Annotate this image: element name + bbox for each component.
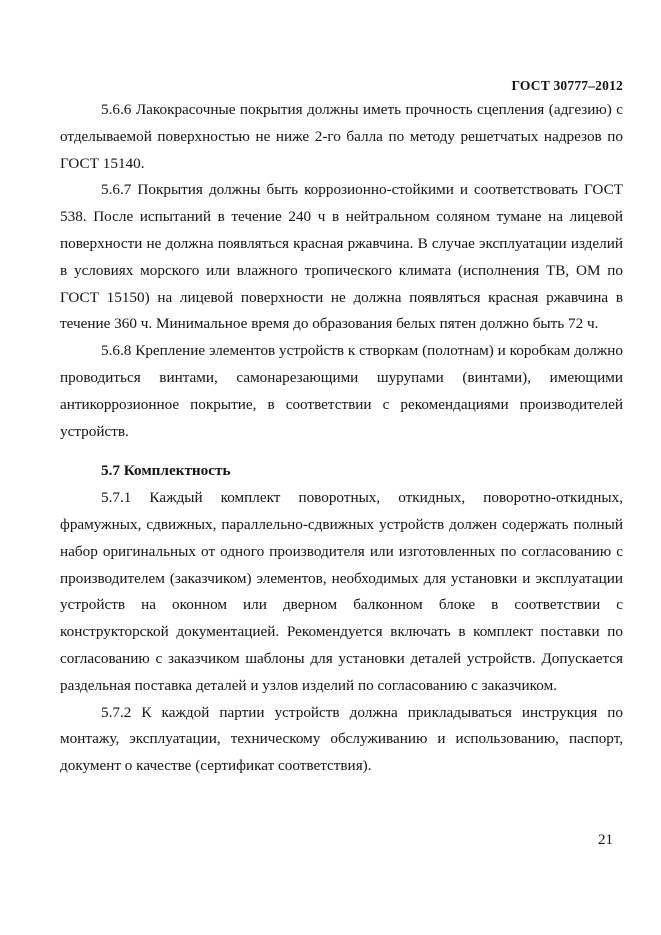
section-heading-5-7: 5.7 Комплектность	[101, 462, 231, 480]
paragraph-5-7-2: 5.7.2 К каждой партии устройств должна прикладываться инструкция по монтажу, эксплуатации, техническому обслуживанию и использованию, паспорт, документ о качестве (сертификат соответствия).	[60, 703, 623, 775]
document-code-header: ГОСТ 30777–2012	[511, 78, 623, 93]
page-number: 21	[598, 832, 613, 848]
document-body	[60, 97, 623, 780]
paragraph-5-7-1: 5.7.1 Каждый комплект поворотных, откидных, поворотно-откидных, фрамужных, сдвижных, параллельно-сдвижных устройств должен содержать полный набор оригинальных от одного производителя или изготовленных по согласованию с производителем (заказчиком) элементов, необходимых для установки и эксплуатации устройств на оконном или дверном балконном блоке в соответствии с конструкторской документацией. Рекомендуется включать в комплект поставки по согласованию с заказчиком шаблоны для установки деталей устройств. Допускается раздельная поставка деталей и узлов изделий по согласованию с заказчиком.	[60, 489, 623, 694]
paragraph-5-6-8: 5.6.8 Крепление элементов устройств к створкам (полотнам) и коробкам должно проводиться винтами, самонарезающими шурупами (винтами), имеющими антикоррозионное покрытие, в соответствии с рекомендациями производителей устройств.	[60, 342, 623, 440]
paragraph-5-6-6: 5.6.6 Лакокрасочные покрытия должны иметь прочность сцепления (адгезию) с отделываемой поверхностью не ниже 2-го балла по методу решетчатых надрезов по ГОСТ 15140.	[60, 101, 623, 172]
paragraph-5-6-7: 5.6.7 Покрытия должны быть коррозионно-стойкими и соответствовать ГОСТ 538. После испытаний в течение 240 ч в нейтральном соляном тумане на лицевой поверхности не должна появляться красная ржавчина. В случае эксплуатации изделий в условиях морского или влажного тропического климата (исполнения ТВ, ОМ по ГОСТ 15150) на лицевой поверхности не должна появляться красная ржавчина в течение 360 ч. Минимальное время до образования белых пятен должно быть 72 ч.	[60, 181, 623, 333]
